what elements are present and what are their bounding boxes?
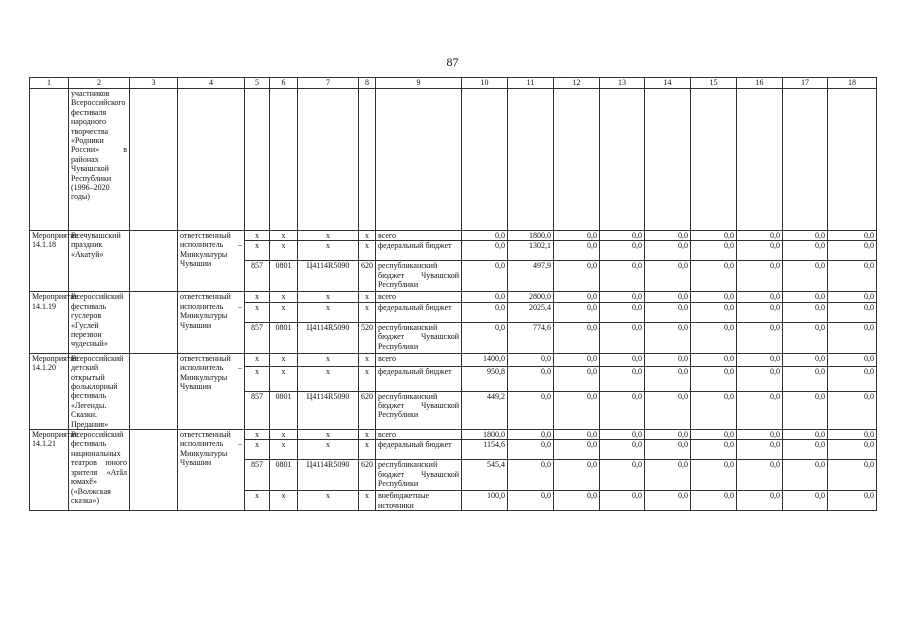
cell-c7: х [298,353,359,366]
funding-value: 0,0 [737,241,783,261]
funding-value: 0,0 [783,241,828,261]
funding-value: 0,0 [691,292,737,302]
funding-value: 0,0 [691,430,737,440]
funding-value: 0,0 [645,391,691,430]
cell-c6: х [270,353,298,366]
funding-value: 1800,0 [462,430,508,440]
funding-value: 0,0 [828,322,877,353]
funding-value: 0,0 [691,241,737,261]
funding-value: 1400,0 [462,353,508,366]
event-executor: ответственный исполнитель – Минкультуры Чувашии [178,353,245,429]
funding-value: 449,2 [462,391,508,430]
table-row [30,292,877,302]
cell [270,89,298,231]
funding-source: федеральный бюджет [376,241,462,261]
funding-value: 0,0 [783,261,828,292]
funding-value: 0,0 [645,241,691,261]
cell [298,89,359,231]
cell [783,89,828,231]
cell-c7: Ц4114R5090 [298,460,359,491]
cell-c6: х [270,302,298,322]
column-number: 5 [245,78,270,89]
cell-c8: 620 [359,460,376,491]
cell-c5: х [245,292,270,302]
cell-c8: х [359,366,376,391]
column-number: 15 [691,78,737,89]
cell [245,89,270,231]
budget-table [29,77,877,511]
column-number: 10 [462,78,508,89]
event-name: Всероссийский фестиваль национальных театров юного зрителя «Атӑл юмахӗ» («Волжская сказка») [69,430,130,511]
event-label: Мероприятие 14.1.18 [30,231,69,292]
funding-value: 0,0 [737,366,783,391]
cell [130,430,178,511]
column-number: 7 [298,78,359,89]
funding-value: 0,0 [600,231,645,241]
funding-value: 0,0 [554,391,600,430]
cell-c5: х [245,440,270,460]
funding-value: 0,0 [737,440,783,460]
cell [645,89,691,231]
cell-c7: х [298,292,359,302]
funding-value: 1800,0 [508,231,554,241]
cell [30,89,69,231]
funding-value: 0,0 [554,241,600,261]
table-row [30,353,877,366]
cell-c7: Ц4114R5090 [298,322,359,353]
funding-value: 0,0 [783,292,828,302]
cell [130,353,178,429]
funding-value: 0,0 [508,353,554,366]
funding-value: 2800,0 [508,292,554,302]
funding-value: 0,0 [783,366,828,391]
funding-value: 0,0 [691,440,737,460]
funding-value: 0,0 [600,322,645,353]
cell-c5: х [245,430,270,440]
cell-c5: 857 [245,391,270,430]
funding-value: 0,0 [691,366,737,391]
funding-value: 0,0 [737,491,783,511]
funding-value: 0,0 [508,366,554,391]
cell-c5: х [245,302,270,322]
cell-c8: 620 [359,261,376,292]
cell-c7: Ц4114R5090 [298,261,359,292]
column-number: 9 [376,78,462,89]
column-number: 17 [783,78,828,89]
column-number: 4 [178,78,245,89]
funding-value: 0,0 [600,391,645,430]
cell-c8: х [359,292,376,302]
cell-c8: х [359,241,376,261]
funding-value: 0,0 [600,440,645,460]
funding-value: 0,0 [783,491,828,511]
event-name: Всероссийский фестиваль гуслеров «Гуслей перезвон чудесный» [69,292,130,353]
funding-value: 0,0 [691,322,737,353]
funding-value: 0,0 [691,302,737,322]
column-number: 16 [737,78,783,89]
cell-c5: 857 [245,261,270,292]
funding-value: 0,0 [783,460,828,491]
funding-value: 0,0 [783,440,828,460]
cell [130,231,178,292]
funding-value: 0,0 [508,460,554,491]
cell-c6: 0801 [270,261,298,292]
funding-value: 0,0 [737,460,783,491]
funding-value: 0,0 [737,292,783,302]
cell [130,292,178,353]
cell-c8: 520 [359,322,376,353]
cell-c7: х [298,231,359,241]
event-name: Всечувашский праздник «Акатуй» [69,231,130,292]
funding-value: 0,0 [554,322,600,353]
funding-source: внебюджетные источники [376,491,462,511]
funding-value: 0,0 [828,261,877,292]
funding-source: республиканский бюджет Чувашской Республики [376,460,462,491]
column-number: 2 [69,78,130,89]
cell [737,89,783,231]
event-label: Мероприятие 14.1.21 [30,430,69,511]
funding-value: 0,0 [783,322,828,353]
funding-value: 0,0 [828,241,877,261]
funding-value: 1302,1 [508,241,554,261]
event-name-continuation: участников Всероссийского фестиваля народного творчества «Родники России» в районах Чувашской Республики (1996–2020 годы) [69,89,130,231]
column-number: 1 [30,78,69,89]
funding-value: 0,0 [554,366,600,391]
funding-value: 0,0 [645,231,691,241]
cell-c5: х [245,231,270,241]
funding-value: 0,0 [462,231,508,241]
funding-value: 0,0 [783,353,828,366]
cell-c7: х [298,491,359,511]
cell-c6: 0801 [270,322,298,353]
funding-value: 0,0 [691,353,737,366]
funding-value: 0,0 [645,366,691,391]
funding-value: 0,0 [737,322,783,353]
funding-value: 0,0 [600,302,645,322]
funding-value: 0,0 [645,430,691,440]
cell [600,89,645,231]
cell-c8: х [359,491,376,511]
column-number: 11 [508,78,554,89]
funding-value: 0,0 [828,430,877,440]
table-row [30,430,877,440]
funding-value: 0,0 [828,460,877,491]
cell-c8: х [359,440,376,460]
funding-value: 0,0 [600,366,645,391]
event-executor: ответственный исполнитель – Минкультуры Чувашии [178,231,245,292]
funding-value: 0,0 [554,460,600,491]
funding-value: 0,0 [600,430,645,440]
funding-value: 0,0 [600,353,645,366]
funding-value: 0,0 [554,231,600,241]
cell-c5: 857 [245,322,270,353]
cell-c6: х [270,292,298,302]
funding-value: 2025,4 [508,302,554,322]
cell-c6: х [270,231,298,241]
funding-value: 0,0 [783,302,828,322]
funding-value: 0,0 [600,261,645,292]
funding-value: 0,0 [645,322,691,353]
funding-value: 0,0 [737,231,783,241]
funding-value: 0,0 [737,391,783,430]
column-number: 13 [600,78,645,89]
column-number: 3 [130,78,178,89]
event-executor: ответственный исполнитель – Минкультуры Чувашии [178,292,245,353]
cell-c6: 0801 [270,460,298,491]
cell [462,89,508,231]
funding-value: 0,0 [691,460,737,491]
cell-c7: х [298,430,359,440]
funding-value: 0,0 [737,430,783,440]
funding-value: 0,0 [645,491,691,511]
funding-source: всего [376,231,462,241]
cell-c5: х [245,366,270,391]
cell [828,89,877,231]
cell-c6: 0801 [270,391,298,430]
column-number-row [30,78,877,89]
funding-value: 0,0 [691,261,737,292]
cell [554,89,600,231]
cell-c6: х [270,440,298,460]
funding-value: 0,0 [645,302,691,322]
column-number: 8 [359,78,376,89]
cell-c6: х [270,366,298,391]
funding-value: 0,0 [828,231,877,241]
funding-value: 0,0 [737,353,783,366]
table-row [30,231,877,241]
column-number: 18 [828,78,877,89]
column-number: 14 [645,78,691,89]
cell-c5: х [245,241,270,261]
funding-value: 0,0 [737,302,783,322]
event-label: Мероприятие 14.1.20 [30,353,69,429]
cell [130,89,178,231]
funding-value: 0,0 [554,353,600,366]
funding-source: всего [376,353,462,366]
cell-c7: х [298,302,359,322]
funding-value: 0,0 [783,391,828,430]
funding-value: 0,0 [645,292,691,302]
cell-c8: 620 [359,391,376,430]
column-number: 6 [270,78,298,89]
funding-value: 0,0 [600,460,645,491]
funding-value: 0,0 [462,302,508,322]
funding-source: федеральный бюджет [376,366,462,391]
cell-c6: х [270,491,298,511]
cell-c8: х [359,430,376,440]
funding-value: 0,0 [828,353,877,366]
funding-source: республиканский бюджет Чувашской Республики [376,261,462,292]
cell-c5: х [245,353,270,366]
funding-source: федеральный бюджет [376,440,462,460]
funding-source: республиканский бюджет Чувашской Республики [376,391,462,430]
funding-value: 0,0 [645,440,691,460]
table-row [30,89,877,231]
funding-value: 0,0 [828,292,877,302]
funding-value: 0,0 [828,302,877,322]
funding-value: 0,0 [691,391,737,430]
funding-value: 950,8 [462,366,508,391]
cell-c8: х [359,353,376,366]
funding-source: республиканский бюджет Чувашской Республики [376,322,462,353]
cell-c8: х [359,231,376,241]
cell [508,89,554,231]
cell-c5: х [245,491,270,511]
funding-value: 0,0 [645,460,691,491]
cell [178,89,245,231]
cell [359,89,376,231]
funding-value: 0,0 [691,491,737,511]
funding-value: 0,0 [462,292,508,302]
funding-source: всего [376,430,462,440]
funding-value: 0,0 [462,261,508,292]
funding-value: 0,0 [554,440,600,460]
column-number: 12 [554,78,600,89]
page-number: 87 [446,55,459,69]
funding-value: 0,0 [645,353,691,366]
event-executor: ответственный исполнитель – Минкультуры Чувашии [178,430,245,511]
funding-value: 0,0 [462,241,508,261]
funding-value: 0,0 [783,430,828,440]
funding-value: 0,0 [508,491,554,511]
cell-c8: х [359,302,376,322]
funding-value: 0,0 [828,440,877,460]
table-body [30,89,877,511]
funding-source: всего [376,292,462,302]
cell-c5: 857 [245,460,270,491]
funding-value: 0,0 [828,491,877,511]
funding-value: 0,0 [600,292,645,302]
funding-value: 0,0 [737,261,783,292]
funding-value: 0,0 [691,231,737,241]
cell-c6: х [270,241,298,261]
funding-value: 0,0 [462,322,508,353]
funding-value: 0,0 [828,391,877,430]
funding-value: 0,0 [645,261,691,292]
funding-value: 0,0 [600,241,645,261]
funding-value: 1154,6 [462,440,508,460]
funding-value: 100,0 [462,491,508,511]
funding-value: 0,0 [783,231,828,241]
event-label: Мероприятие 14.1.19 [30,292,69,353]
cell-c6: х [270,430,298,440]
funding-source: федеральный бюджет [376,302,462,322]
funding-value: 0,0 [554,302,600,322]
cell-c7: х [298,366,359,391]
cell-c7: х [298,241,359,261]
funding-value: 774,6 [508,322,554,353]
cell-c7: Ц4114R5090 [298,391,359,430]
funding-value: 497,9 [508,261,554,292]
funding-value: 0,0 [508,391,554,430]
funding-value: 0,0 [554,261,600,292]
funding-value: 0,0 [508,430,554,440]
funding-value: 0,0 [554,292,600,302]
funding-value: 0,0 [828,366,877,391]
cell [691,89,737,231]
cell-c7: х [298,440,359,460]
funding-value: 0,0 [508,440,554,460]
cell [376,89,462,231]
funding-value: 0,0 [554,491,600,511]
funding-value: 0,0 [554,430,600,440]
event-name: Всероссийский детский открытый фольклорный фестиваль «Легенды. Сказки. Предания» [69,353,130,429]
funding-value: 545,4 [462,460,508,491]
funding-value: 0,0 [600,491,645,511]
